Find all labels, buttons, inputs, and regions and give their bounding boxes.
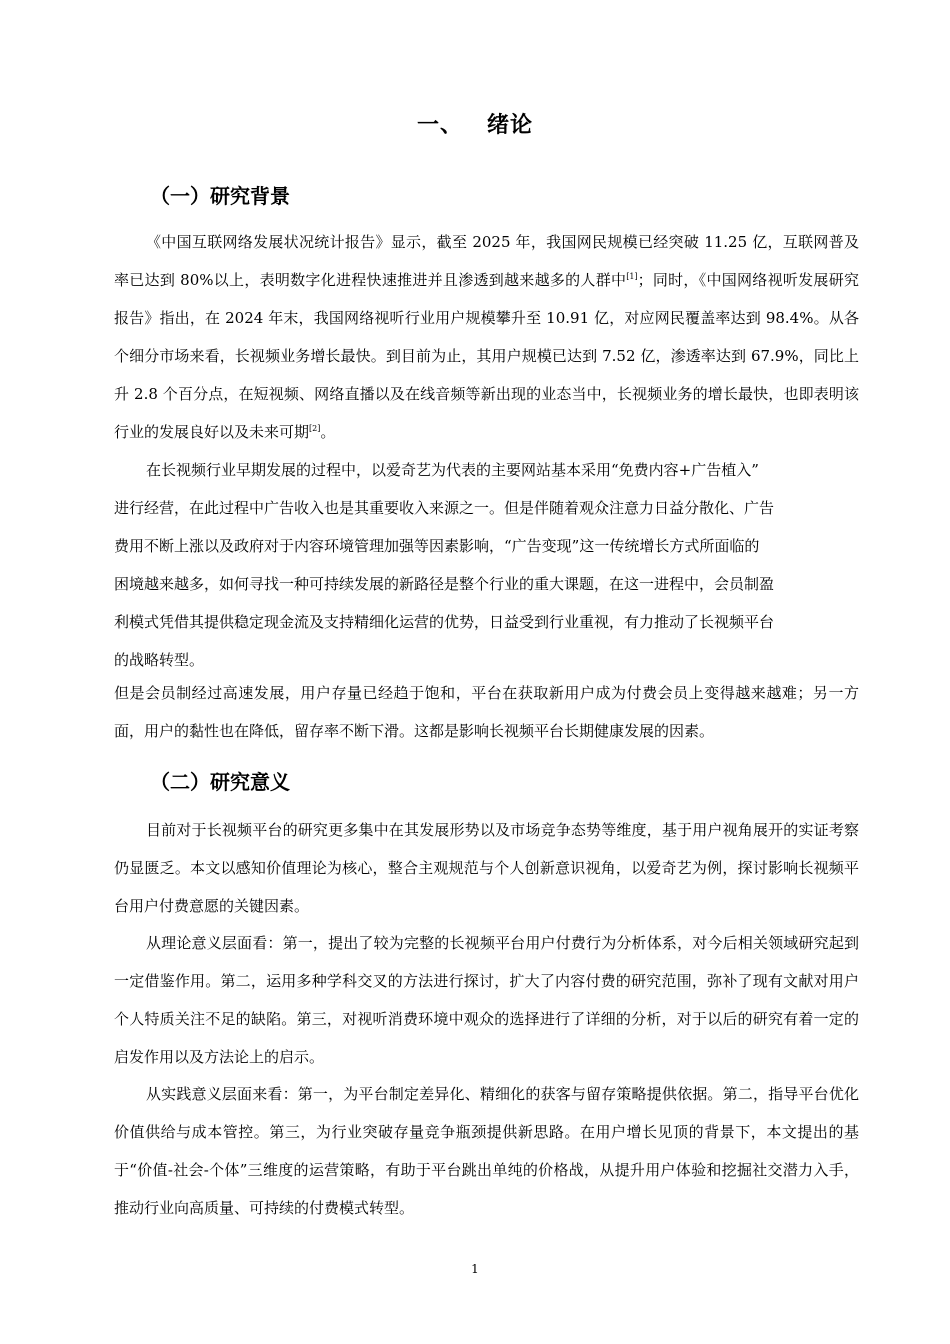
- citation-2[interactable]: [2]: [309, 424, 321, 433]
- page-number: 1: [471, 1262, 479, 1276]
- section-title-significance: （二）研究意义: [150, 770, 290, 794]
- background-paragraph-1-text-a: 《中国互联网络发展状况统计报告》显示，截至 2025 年，我国网民规模已经突破 11.25 亿，互联网普及率已达到 80%以上，表明数字化进程快速推进并且渗透到越来越多的人群中: [114, 233, 859, 289]
- paragraph-line: 的战略转型。: [114, 651, 205, 669]
- significance-paragraph-3: 从实践意义层面来看：第一，为平台制定差异化、精细化的获客与留存策略提供依据。第二，指导平台优化价值供给与成本管控。第三，为行业突破存量竞争瓶颈提供新思路。在用户增长见顶的背景下，本文提出的基于“价值-社会-个体”三维度的运营策略，有助于平台跳出单纯的价格战，从提升用户体验和挖掘社交潜力入手，推动行业向高质量、可持续的付费模式转型。: [114, 1085, 859, 1217]
- chapter-title: [0, 108, 950, 139]
- chapter-number: 一、: [416, 113, 463, 138]
- paragraph-line: 困境越来越多，如何寻找一种可持续发展的新路径是整个行业的重大课题，在这一进程中，会员制盈: [114, 575, 775, 593]
- significance-paragraph-1: 目前对于长视频平台的研究更多集中在其发展形势以及市场竞争态势等维度，基于用户视角展开的实证考察仍显匮乏。本文以感知价值理论为核心，整合主观规范与个人创新意识视角，以爱奇艺为例，探讨影响长视频平台用户付费意愿的关键因素。: [114, 821, 859, 915]
- paragraph-line: 利模式凭借其提供稳定现金流及支持精细化运营的优势，日益受到行业重视，有力推动了长视频平台: [114, 613, 775, 631]
- significance-paragraph-2: 从理论意义层面看：第一，提出了较为完整的长视频平台用户付费行为分析体系，对今后相关领域研究起到一定借鉴作用。第二，运用多种学科交叉的方法进行探讨，扩大了内容付费的研究范围，弥补了现有文献对用户个人特质关注不足的缺陷。第三，对视听消费环境中观众的选择进行了详细的分析，对于以后的研究有着一定的启发作用以及方法论上的启示。: [114, 934, 859, 1066]
- paragraph-line: 在长视频行业早期发展的过程中，以爱奇艺为代表的主要网站基本采用“免费内容+广告植入”: [146, 461, 759, 479]
- citation-1[interactable]: [1]: [626, 272, 638, 281]
- background-paragraph-3: 但是会员制经过高速发展，用户存量已经趋于饱和，平台在获取新用户成为付费会员上变得越来越难；另一方面，用户的黏性也在降低，留存率不断下滑。这都是影响长视频平台长期健康发展的因素。: [114, 684, 859, 740]
- background-paragraph-1-text-c: 。: [320, 423, 336, 441]
- background-paragraph-1: [114, 223, 859, 451]
- chapter-title-text: 绪论: [487, 113, 534, 138]
- section-title-background: （一）研究背景: [150, 184, 290, 208]
- background-paragraph-1-text-b: ；同时，《中国网络视听发展研究报告》指出，在 2024 年末，我国网络视听行业用户规模攀升至 10.91 亿，对应网民覆盖率达到 98.4%。从各个细分市场来看，长视频业务增长最快。到目前为止，其用户规模已达到 7.52 亿，渗透率达到 67.9%，同比上升 2.8 个百分点，在短视频、网络直播以及在线音频等新出现的业态当中，长视频业务的增长最快，也即表明该行业的发展良好以及未来可期: [114, 271, 859, 441]
- background-paragraph-2: [114, 451, 859, 679]
- paragraph-line: 费用不断上涨以及政府对于内容环境管理加强等因素影响，“广告变现”这一传统增长方式所面临的: [114, 537, 760, 555]
- paragraph-line: 进行经营，在此过程中广告收入也是其重要收入来源之一。但是伴随着观众注意力日益分散化、广告: [114, 499, 775, 517]
